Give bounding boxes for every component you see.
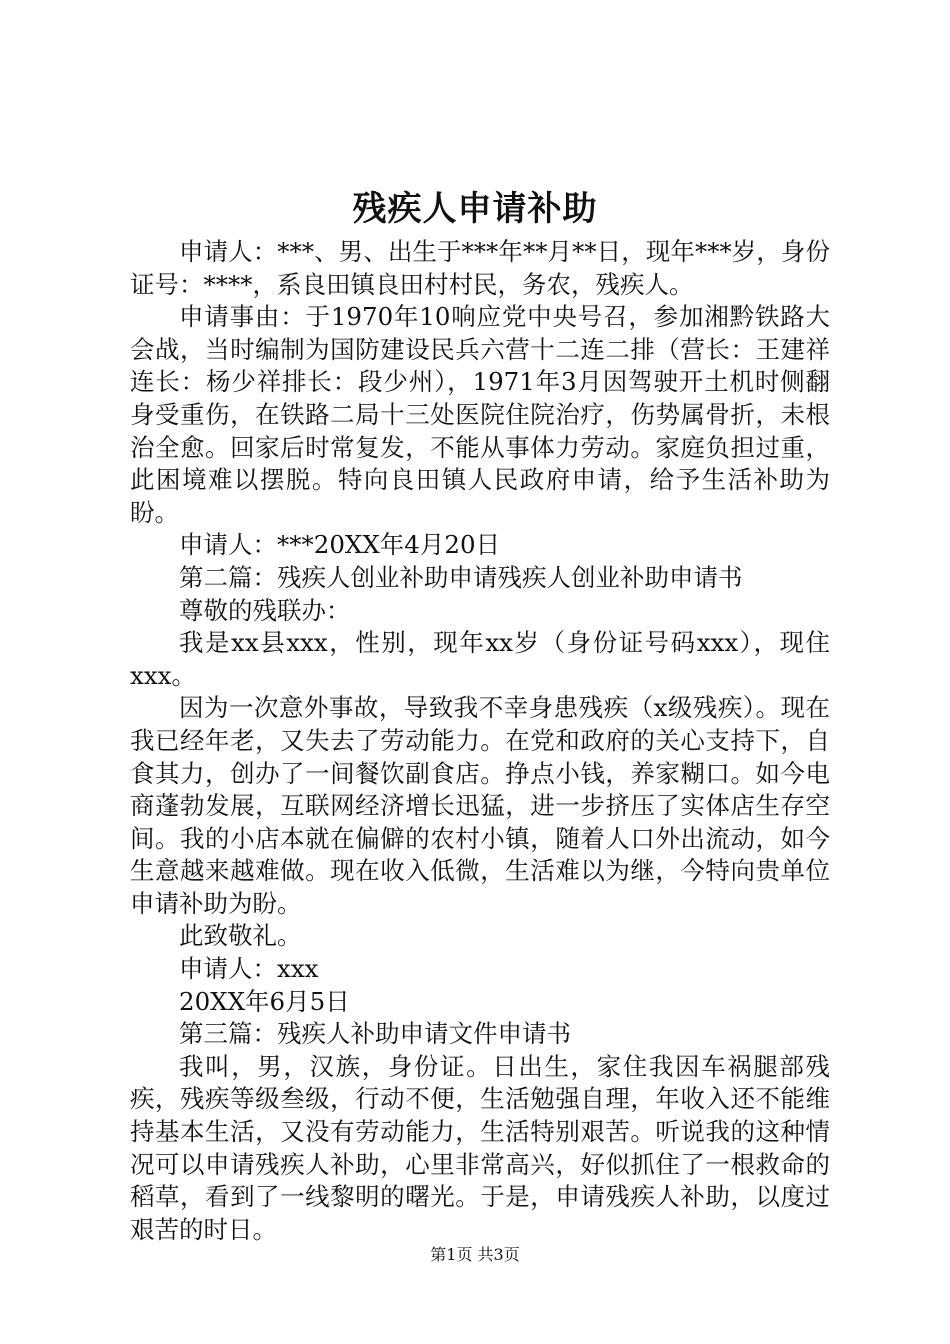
paragraph-salutation: 尊敬的残联办： <box>179 595 351 625</box>
paragraph-applicant-info: 申请人：***、男、出生于***年**月**日，现年***岁，身份证号：****，系良田镇良田村村民，务农，残疾人。 <box>130 237 830 299</box>
paragraph-self-intro: 我是xx县xxx，性别，现年xx岁（身份证号码xxx），现住xxx。 <box>130 628 830 690</box>
document-title: 残疾人申请补助 <box>352 189 598 229</box>
paragraph-application-reason: 申请事由：于1970年10响应党中央号召，参加湘黔铁路大会战，当时编制为国防建设民兵六营十二连二排（营长：王建祥连长：杨少祥排长：段少州），1971年3月因驾驶开土机时侧翻身受重伤，在铁路二局十三处医院住院治疗，伤势属骨折，未根治全愈。回家后时常复发，不能从事体力劳动。家庭负担过重，此困境难以摆脱。特向良田镇人民政府申请，给予生活补助为盼。 <box>130 302 830 527</box>
paragraph-situation: 因为一次意外事故，导致我不幸身患残疾（x级残疾）。现在我已经年老，又失去了劳动能力。在党和政府的关心支持下，自食其力，创办了一间餐饮副食店。挣点小钱，养家糊口。如今电商蓬勃发展，互联网经济增长迅猛，进一步挤压了实体店生存空间。我的小店本就在偏僻的农村小镇，随着人口外出流动，如今生意越来越难做。现在收入低微，生活难以为继，今特向贵单位申请补助为盼。 <box>130 693 830 918</box>
paragraph-closing: 此致敬礼。 <box>179 921 302 951</box>
paragraph-section-3-body: 我叫，男，汉族，身份证。日出生，家住我因车祸腿部残疾，残疾等级叁级，行动不便，生活勉强自理，年收入还不能维持基本生活，又没有劳动能力，生活特别艰苦。听说我的这种情况可以申请残疾人补助，心里非常高兴，好似抓住了一根救命的稻草，看到了一线黎明的曙光。于是，申请残疾人补助，以度过艰苦的时日。 <box>130 1051 830 1244</box>
page-footer: 第1页 共3页 <box>430 1245 520 1264</box>
paragraph-date-2: 20XX年6月5日 <box>179 986 350 1016</box>
paragraph-applicant-signature: 申请人：xxx <box>179 954 319 984</box>
section-heading-3: 第三篇：残疾人补助申请文件申请书 <box>179 1019 571 1049</box>
document-body <box>130 236 830 1246</box>
section-heading-2: 第二篇：残疾人创业补助申请残疾人创业补助申请书 <box>179 562 743 592</box>
paragraph-signature-date-1: 申请人：***20XX年4月20日 <box>179 530 501 560</box>
